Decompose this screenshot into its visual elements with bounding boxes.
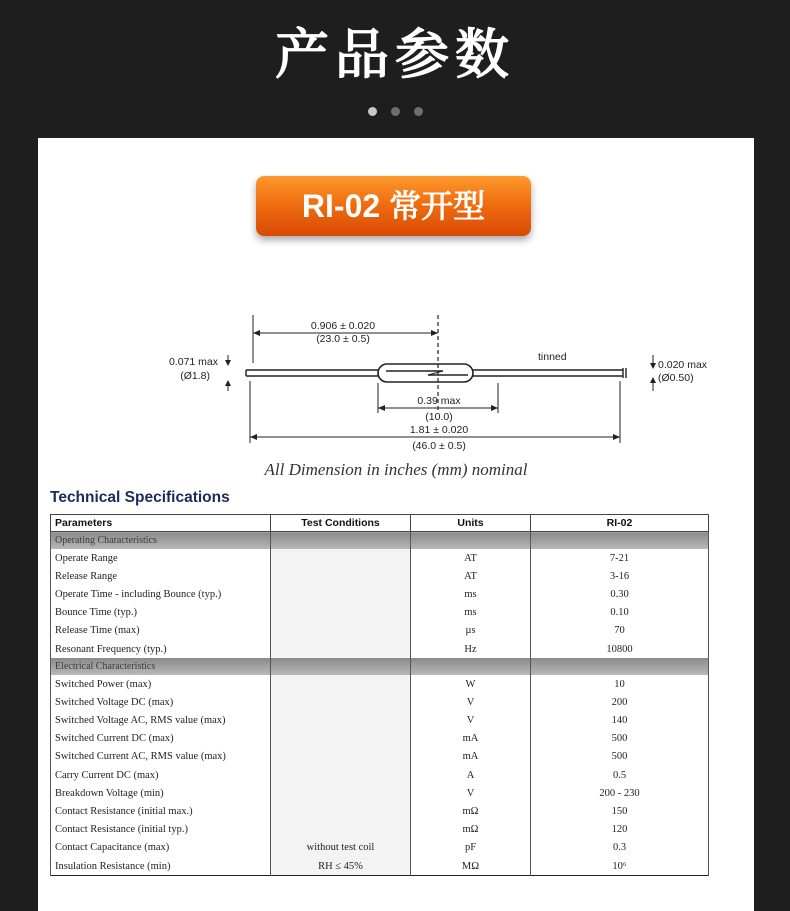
condition-cell [271,712,411,730]
value-cell: 500 [531,730,709,748]
dim-total-mm: (46.0 ± 0.5) [412,440,466,452]
value-cell: 0.5 [531,766,709,784]
condition-cell [271,784,411,802]
table-row [51,585,709,603]
section-filler-cell [271,532,411,550]
condition-cell [271,766,411,784]
dim-glass-length: 0.906 ± 0.020 [310,320,376,332]
dim-lead-diameter: 0.020 max [658,359,708,371]
unit-cell: ms [411,604,531,622]
value-cell: 10800 [531,640,709,658]
param-cell: Switched Voltage AC, RMS value (max) [51,712,271,730]
table-row [51,784,709,802]
dim-contact: 0.39 max [417,395,461,407]
unit-cell: AT [411,567,531,585]
section-title: Electrical Characteristics [51,658,271,675]
condition-cell [271,748,411,766]
param-cell: Switched Current AC, RMS value (max) [51,748,271,766]
section-header-row [51,658,709,675]
param-cell: Switched Voltage DC (max) [51,693,271,711]
unit-cell: MΩ [411,857,531,876]
value-cell: 70 [531,622,709,640]
table-row [51,712,709,730]
value-cell: 0.10 [531,604,709,622]
param-cell: Release Time (max) [51,622,271,640]
condition-cell [271,604,411,622]
condition-cell [271,622,411,640]
value-cell: 0.3 [531,839,709,857]
table-row [51,675,709,693]
condition-cell [271,567,411,585]
spec-section-title: Technical Specifications [50,489,230,506]
table-header-row [51,515,709,532]
unit-cell: V [411,693,531,711]
unit-cell: A [411,766,531,784]
unit-cell: pF [411,839,531,857]
value-cell: 7-21 [531,549,709,567]
table-row [51,622,709,640]
condition-cell [271,585,411,603]
param-cell: Bounce Time (typ.) [51,604,271,622]
section-filler-cell [271,658,411,675]
table-row [51,748,709,766]
unit-cell: V [411,712,531,730]
dim-glass-length-mm: (23.0 ± 0.5) [316,333,370,345]
section-filler-cell [531,658,709,675]
column-header: RI-02 [531,515,709,532]
dim-lead-label: tinned [538,351,567,363]
unit-cell: AT [411,549,531,567]
condition-cell [271,821,411,839]
reed-switch-dimension-diagram [158,313,718,453]
param-cell: Carry Current DC (max) [51,766,271,784]
spec-sheet-panel [38,138,754,911]
unit-cell: mA [411,730,531,748]
dim-diameter: 0.071 max [168,356,218,368]
value-cell: 120 [531,821,709,839]
param-cell: Contact Resistance (initial max.) [51,802,271,820]
param-cell: Contact Resistance (initial typ.) [51,821,271,839]
param-cell: Operate Range [51,549,271,567]
value-cell: 150 [531,802,709,820]
glass-envelope [378,364,473,382]
table-row [51,640,709,658]
param-cell: Resonant Frequency (typ.) [51,640,271,658]
dim-lead-diameter-mm: (Ø0.50) [658,372,694,384]
pager-dot[interactable] [414,107,423,116]
condition-cell: without test coil [271,839,411,857]
section-filler-cell [411,658,531,675]
table-row [51,549,709,567]
column-header: Units [411,515,531,532]
param-cell: Switched Current DC (max) [51,730,271,748]
table-row [51,567,709,585]
table-row [51,802,709,820]
page-title: 产品参数 [275,23,515,86]
unit-cell: ms [411,585,531,603]
spec-table-body [51,532,709,876]
section-header-row [51,532,709,550]
pager-dot[interactable] [391,107,400,116]
condition-cell [271,802,411,820]
condition-cell [271,693,411,711]
param-cell: Contact Capacitance (max) [51,839,271,857]
dim-contact-mm: (10.0) [425,411,453,423]
unit-cell: mΩ [411,802,531,820]
carousel-pager [0,101,790,120]
condition-cell [271,549,411,567]
value-cell: 3-16 [531,567,709,585]
column-header: Test Conditions [271,515,411,532]
value-cell: 200 - 230 [531,784,709,802]
unit-cell: µs [411,622,531,640]
value-cell: 10 [531,675,709,693]
pager-dot[interactable] [368,107,377,116]
dim-diameter-mm: (Ø1.8) [180,370,210,382]
unit-cell: Hz [411,640,531,658]
table-row [51,604,709,622]
dimension-caption: All Dimension in inches (mm) nominal [264,460,528,479]
section-filler-cell [531,532,709,550]
condition-cell [271,675,411,693]
unit-cell: W [411,675,531,693]
param-cell: Operate Time - including Bounce (typ.) [51,585,271,603]
table-row [51,857,709,876]
model-badge: RI-02 常开型 [256,176,531,236]
param-cell: Switched Power (max) [51,675,271,693]
column-header: Parameters [51,515,271,532]
value-cell: 140 [531,712,709,730]
unit-cell: V [411,784,531,802]
value-cell: 10⁶ [531,857,709,876]
param-cell: Insulation Resistance (min) [51,857,271,876]
section-title: Operating Characteristics [51,532,271,550]
table-row [51,821,709,839]
value-cell: 0.30 [531,585,709,603]
table-row [51,766,709,784]
spec-table [50,514,709,876]
value-cell: 500 [531,748,709,766]
unit-cell: mA [411,748,531,766]
table-row [51,730,709,748]
value-cell: 200 [531,693,709,711]
table-row [51,693,709,711]
condition-cell: RH ≤ 45% [271,857,411,876]
table-row [51,839,709,857]
condition-cell [271,730,411,748]
dim-total: 1.81 ± 0.020 [409,424,469,436]
param-cell: Breakdown Voltage (min) [51,784,271,802]
unit-cell: mΩ [411,821,531,839]
param-cell: Release Range [51,567,271,585]
section-filler-cell [411,532,531,550]
condition-cell [271,640,411,658]
